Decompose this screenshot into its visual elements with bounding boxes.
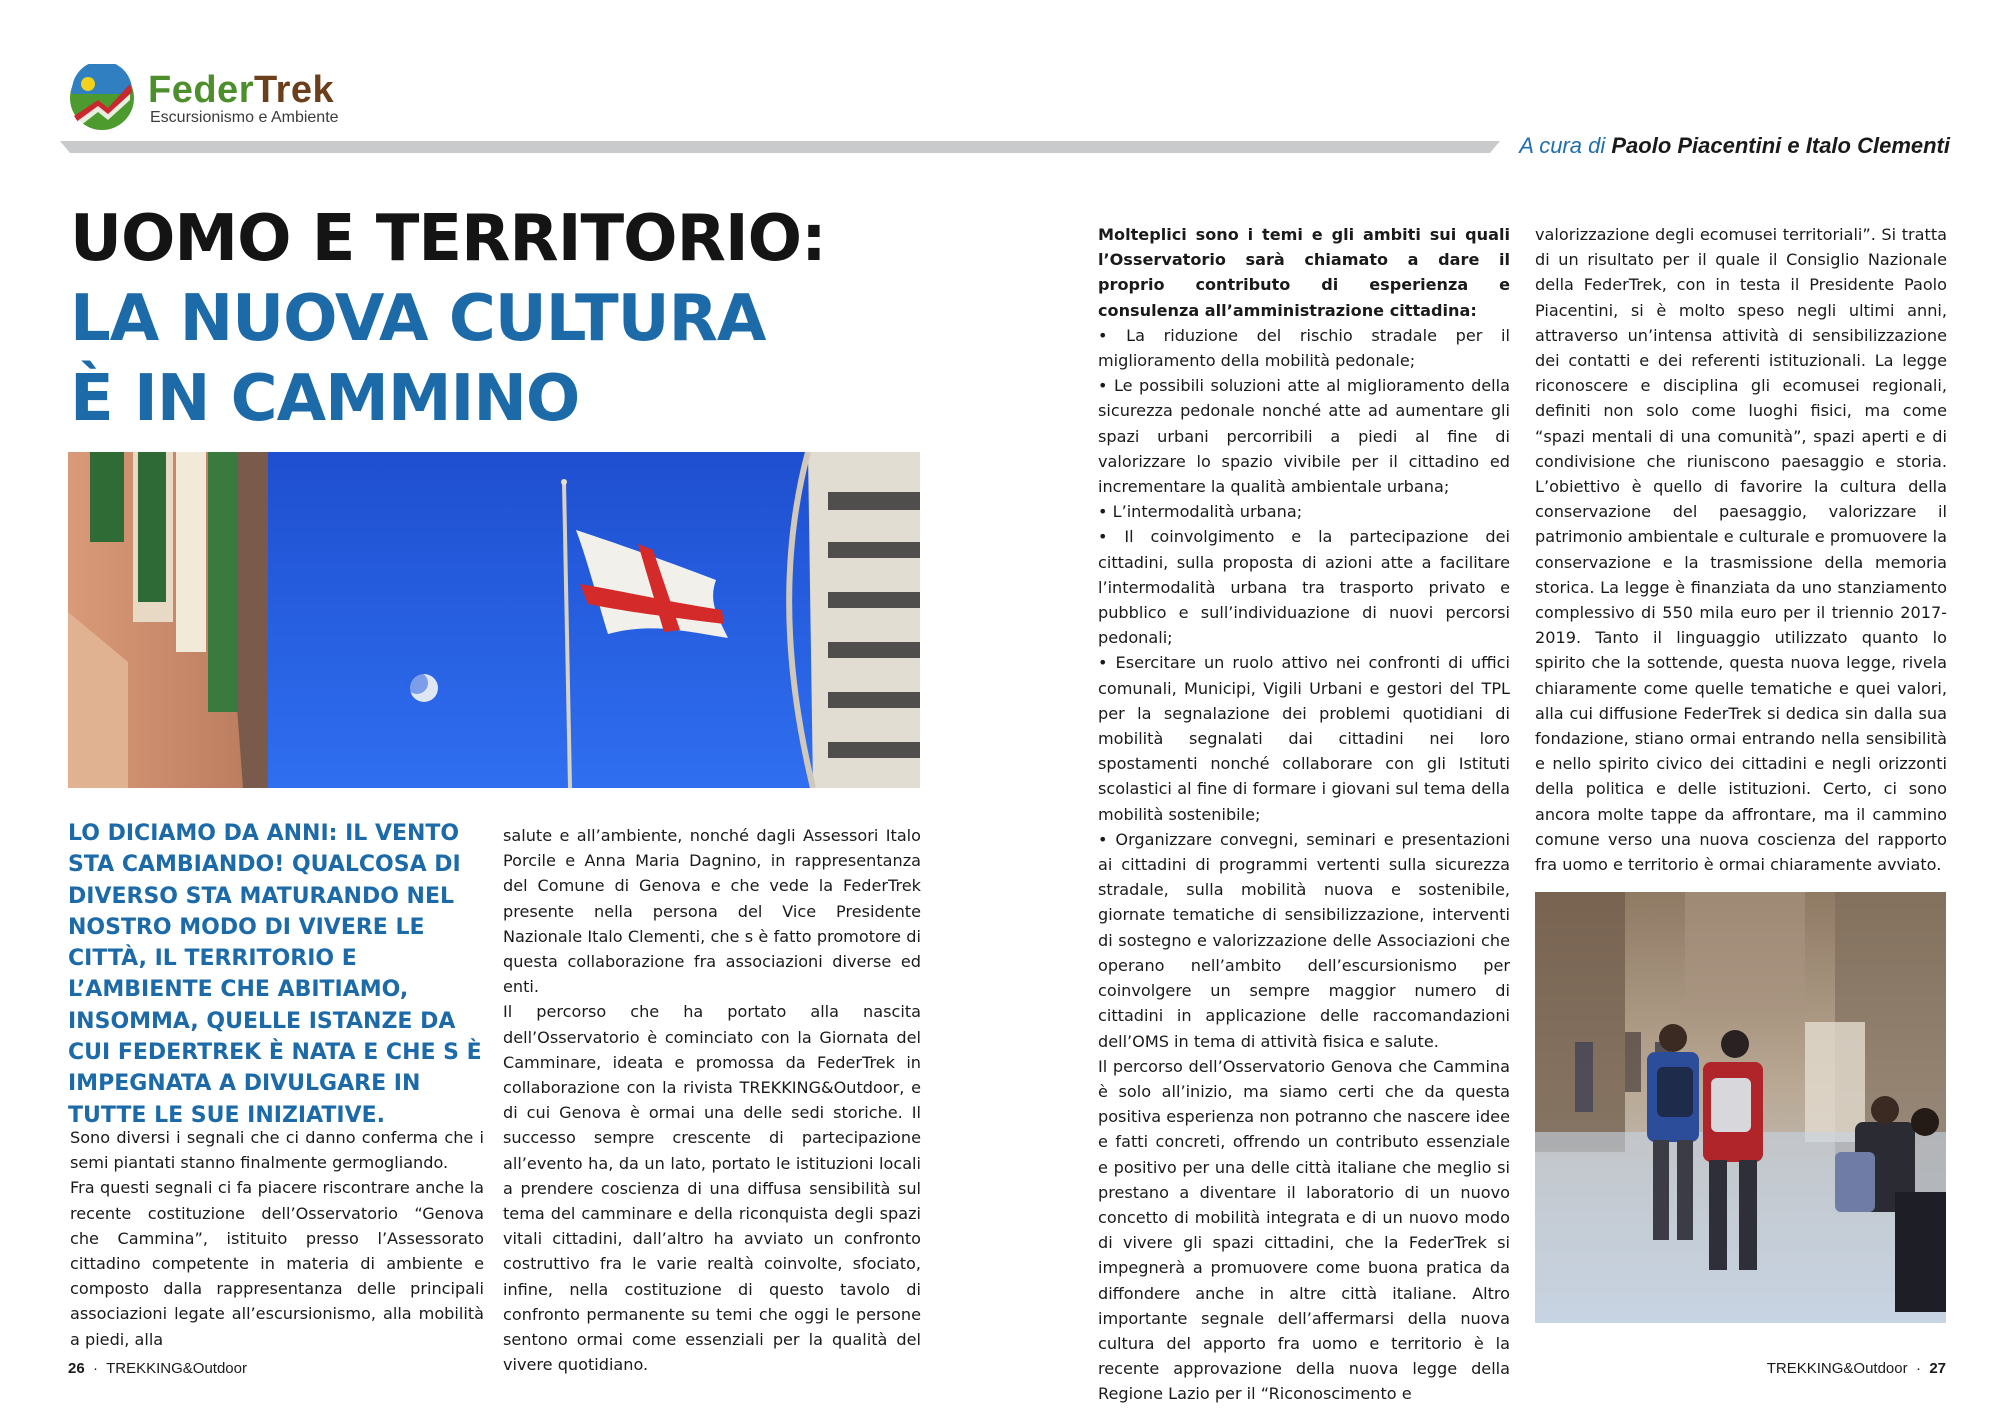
paragraph: Sono diversi i segnali che ci danno conferma che i semi piantati stanno finalmente germogliando. xyxy=(70,1128,484,1173)
magazine-name: TREKKING&Outdoor xyxy=(106,1360,247,1377)
bullet-item: • L’intermodalità urbana; xyxy=(1098,502,1303,522)
bullet-item: • La riduzione del rischio stradale per il miglioramento della mobilità pedonale; xyxy=(1098,325,1510,371)
title-line-2: LA NUOVA CULTURA xyxy=(70,282,766,356)
footer-separator: · xyxy=(93,1360,99,1377)
title-line-1: UOMO E TERRITORIO: xyxy=(70,202,826,276)
header-rule xyxy=(60,141,1500,153)
column-3 xyxy=(1098,222,1510,1407)
paragraph: Il percorso che ha portato alla nascita dell’Osservatorio è cominciato con la Giornata del Camminare, ideata e promossa da FederTrek in collaborazione con la rivista TREKKING&Outdoor, e di cui Genova è ormai una delle sedi storiche. Il successo sempre crescente di partecipazione all’evento ha, da un lato, portato le istituzioni locali a prendere coscienza di una diffusa sensibilità sul tema del camminare e della riconquista degli spazi vitali cittadini, dall’altro ha avviato un confronto costruttivo fra le varie realtà coinvolte, sfociato, infine, nella costituzione di questo tavolo di confronto permanente su temi che oggi le persone sentono ormai come essenziali per la qualità del vivere quotidiano. xyxy=(503,1002,921,1375)
page-number: 27 xyxy=(1929,1360,1946,1377)
federtrek-logo-icon xyxy=(68,64,136,132)
footer-left xyxy=(68,1360,247,1377)
column-4 xyxy=(1535,222,1947,877)
footer-right xyxy=(1767,1360,1946,1377)
bullet-item: • Le possibili soluzioni atte al miglioramento della sicurezza pedonale nonché atte ad aumentare gli spazi urbani percorribili a piedi al fine di valorizzare lo spazio vivibile per il cittadino ed incrementare la qualità ambientale urbana; xyxy=(1098,376,1510,497)
magazine-name: TREKKING&Outdoor xyxy=(1766,1360,1908,1377)
column-1 xyxy=(70,1125,484,1352)
bullet-item: • Il coinvolgimento e la partecipazione dei cittadini, sulla proposta di azioni atte a facilitare l’intermodalità urbana tra trasporto privato e pubblico e sull’individuazione di nuovi percorsi pedonali; xyxy=(1098,527,1510,648)
column-2 xyxy=(503,823,921,1377)
street-photo xyxy=(1535,892,1946,1323)
lead-paragraph: Molteplici sono i temi e gli ambiti sui quali l’Osservatorio sarà chiamato a dare il proprio contributo di esperienza e consulenza all’amministrazione cittadina: xyxy=(1098,225,1510,320)
paragraph: salute e all’ambiente, nonché dagli Assessori Italo Porcile e Anna Maria Dagnino, in rappresentanza del Comune di Genova e che vede la FederTrek presente nella persona del Vice Presidente Nazionale Italo Clementi, che s è fatto promotore di questa collaborazione fra associazioni diverse ed enti. xyxy=(503,826,921,997)
brand-name xyxy=(148,70,334,110)
brand-name-part2: Trek xyxy=(253,69,335,111)
footer-separator: · xyxy=(1915,1360,1921,1377)
page-number: 26 xyxy=(68,1360,85,1377)
intro-lead: LO DICIAMO DA ANNI: IL VENTO STA CAMBIANDO! QUALCOSA DI DIVERSO STA MATURANDO NEL NOSTRO MODO DI VIVERE LE CITTÀ, IL TERRITORIO E L’AMBIENTE CHE ABITIAMO, INSOMMA, QUELLE ISTANZE DA CUI FEDERTREK È NATA E CHE S È IMPEGNATA A DIVULGARE IN TUTTE LE SUE INIZIATIVE. xyxy=(68,821,482,1128)
bullet-item: • Organizzare convegni, seminari e presentazioni ai cittadini di programmi vertenti sulla sicurezza stradale, sulla mobilità nuova e sostenibile, giornate tematiche di sensibilizzazione, interventi di sostegno e valorizzazione delle Associazioni che operano nell’ambito dell’escursionismo per coinvolgere un sempre maggior numero di cittadini in applicazione delle raccomandazioni dell’OMS in tema di attività fisica e salute. xyxy=(1098,829,1510,1051)
paragraph: Il percorso dell’Osservatorio Genova che Cammina è solo all’inizio, ma siamo certi che da questa positiva esperienza non potranno che nascere idee e fatti concreti, offrendo un contributo essenziale e positivo per una delle città italiane che meglio si prestano a diventare il laboratorio di un nuovo concetto di mobilità integrata e di un nuovo modo di vivere gli spazi cittadini, che la FederTrek si impegnerà a promuovere come buona pratica da diffondere anche in altre città italiane. Altro importante segnale dell’affermarsi della nuova cultura del apporto fra uomo e territorio è la recente approvazione della nuova legge della Regione Lazio per il “Riconoscimento e xyxy=(1098,1056,1510,1404)
flag-photo xyxy=(68,452,920,788)
paragraph: Fra questi segnali ci fa piacere riscontrare anche la recente costituzione dell’Osservatorio “Genova che Cammina”, istituito presso l’Assessorato cittadino competente in materia di ambiente e composto dalla rappresentanza delle principali associazioni legate all’escursionismo, alla mobilità a piedi, alla xyxy=(70,1178,484,1349)
brand-name-part1: Feder xyxy=(148,69,254,111)
byline-prefix: A cura di xyxy=(1519,133,1606,158)
paragraph: valorizzazione degli ecomusei territoriali”. Si tratta di un risultato per il quale il Consiglio Nazionale della FederTrek, con in testa il Presidente Paolo Piacentini, si è molto speso negli ultimi anni, attraverso un’intensa attività di sensibilizzazione dei contatti e dei referenti istituzionali. La legge riconoscere e disciplina gli ecomusei regionali, definiti non solo come luoghi fisici, ma come “spazi mentali di una comunità”, spazi aperti e di condivisione che riuniscono paesaggio e storia. L’obiettivo è quello di favorire la cultura della conservazione del paesaggio, valorizzare il patrimonio ambientale e culturale e promuovere la conservazione e la trasmissione della memoria storica. La legge è finanziata da uno stanziamento complessivo di 550 mila euro per il triennio 2017-2019. Tanto il linguaggio utilizzato quanto lo spirito che la sottende, questa nuova legge, rivela chiaramente come quelle tematiche e quei valori, alla cui diffusione FederTrek si dedica sin dalla sua fondazione, stiano ormai entrando nella sensibilità e nello spirito civico dei cittadini e negli orizzonti della politica e delle istituzioni. Certo, ci sono ancora molte tappe da affrontare, ma il cammino comune verso una nuova coscienza del rapporto fra uomo e territorio è ormai chiaramente avviato. xyxy=(1535,225,1947,875)
byline-authors: Paolo Piacentini e Italo Clementi xyxy=(1611,133,1950,158)
byline xyxy=(1519,133,1950,159)
bullet-item: • Esercitare un ruolo attivo nei confronti di uffici comunali, Municipi, Vigili Urbani e gestori del TPL per la segnalazione dei problemi quotidiani di mobilità segnalati dai cittadini nei loro spostamenti nonché collaborare con gli Istituti scolastici al fine di formare i giovani sul tema della mobilità sostenibile; xyxy=(1098,653,1510,824)
title-line-3: È IN CAMMINO xyxy=(70,362,580,436)
brand-tagline: Escursionismo e Ambiente xyxy=(150,109,339,126)
